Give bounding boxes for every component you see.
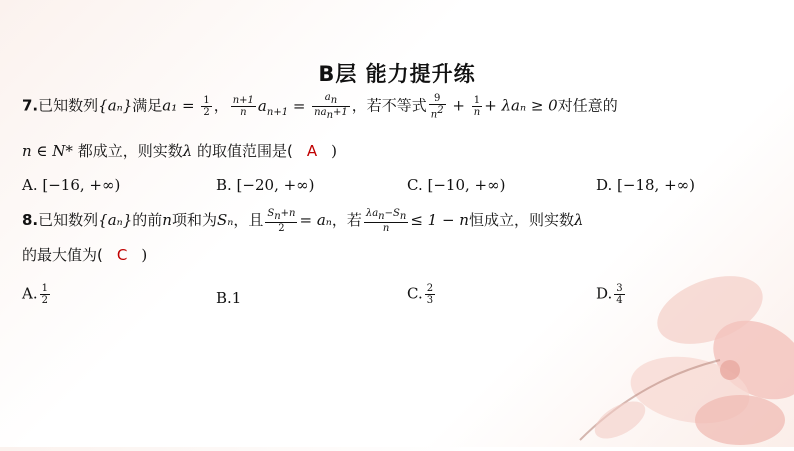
- q8-line2: [22, 244, 147, 265]
- q8-text1: 已知数列: [38, 211, 99, 229]
- q7-text2: 满足: [132, 96, 163, 115]
- q7-line2: [22, 140, 337, 161]
- fraction-three-quarters: $\frac{3}{4}$: [616, 283, 623, 306]
- q7-comma: ，: [213, 96, 229, 115]
- q7-domain: n ∈ N*: [22, 142, 78, 160]
- q7-option-d[interactable]: D. [−18, +∞): [596, 176, 695, 194]
- q7-lambda: λ: [182, 142, 193, 160]
- fraction-sn-plus-n-over-2: $\frac{S_n+n}{2}$: [267, 208, 296, 234]
- q8-number: 8.: [22, 211, 39, 229]
- q8-ineq-tail: ≤ 1 − n: [410, 211, 469, 229]
- q7-answer: A: [306, 142, 318, 160]
- q8-n: n: [162, 211, 172, 229]
- q8-line1: [22, 208, 584, 234]
- q7-cond1: a₁ =: [162, 96, 200, 115]
- fraction-lambda-an-minus-sn-over-n: $\frac{\lambda a_n-S_n}{n}$: [365, 208, 407, 234]
- q7-ineq-tail: + λaₙ ≥ 0: [484, 96, 558, 115]
- q8-eq-tail: = aₙ: [299, 211, 332, 229]
- q7-option-a[interactable]: A. [−16, +∞): [22, 176, 121, 194]
- q8-option-c[interactable]: [407, 283, 437, 306]
- q8-text5: ，若: [331, 211, 362, 229]
- q8-option-b[interactable]: B.1: [216, 289, 242, 307]
- fraction-two-thirds: $\frac{2}{3}$: [426, 283, 434, 306]
- q8-option-d-label: D.: [596, 284, 613, 303]
- q8-answer: C: [116, 246, 128, 264]
- q8-option-a[interactable]: [22, 283, 52, 306]
- q8-option-c-label: C.: [407, 284, 423, 303]
- q7-text3: ，若不等式: [351, 96, 427, 115]
- q7-close: ): [331, 142, 337, 160]
- q8-seq: {aₙ}: [98, 211, 133, 229]
- q7-text1: 已知数列: [38, 96, 99, 115]
- q8-text4: ，且: [233, 211, 264, 229]
- q8-close: ): [141, 246, 148, 264]
- fraction-half: $\frac{1}{2}$: [203, 95, 210, 118]
- fraction-1-over-n: $\frac{1}{n}$: [473, 95, 481, 118]
- q7-text6: 的取值范围是(: [197, 142, 293, 160]
- q7-text5: 都成立，则实数: [77, 142, 183, 160]
- q7-text4: 对任意的: [557, 96, 618, 115]
- q7-option-b[interactable]: B. [−20, +∞): [216, 176, 315, 194]
- q8-text6: 恒成立，则实数: [468, 211, 574, 229]
- q8-lambda: λ: [573, 211, 584, 229]
- q8-line2-text: 的最大值为(: [22, 246, 103, 264]
- fraction-n1-over-n: $\frac{n+1}{n}$: [232, 95, 254, 118]
- fraction-an-over-nan1: $\frac{a_n}{na_n+1}$: [314, 92, 348, 121]
- fraction-9-over-n2: $\frac{9}{n^2}$: [430, 92, 444, 121]
- q8-option-d[interactable]: [596, 283, 627, 306]
- q7-number: 7.: [22, 96, 39, 115]
- flower-decoration: [560, 250, 794, 451]
- q7-line1: 7.已知数列{aₙ}满足a₁ = $\frac{1}{2}$ ， $\frac{n+1}{n}$ $a_{n+1}$ = $\frac{a_n}{na_n+1}$ ，若不等式 $\frac{9}{n^2}$ + $\frac{1}{n}$ + λaₙ ≥ 0对任意的: [22, 92, 618, 121]
- q7-seq: {aₙ}: [98, 96, 133, 115]
- fraction-half-option: $\frac{1}{2}$: [41, 283, 48, 306]
- q7-option-c[interactable]: C. [−10, +∞): [407, 176, 506, 194]
- q8-option-a-label: A.: [22, 284, 38, 303]
- q8-text3: 项和为: [171, 211, 217, 229]
- q8-text2: 的前: [132, 211, 163, 229]
- page-title: B层 能力提升练: [318, 62, 476, 86]
- q8-Sn: Sₙ: [216, 211, 234, 229]
